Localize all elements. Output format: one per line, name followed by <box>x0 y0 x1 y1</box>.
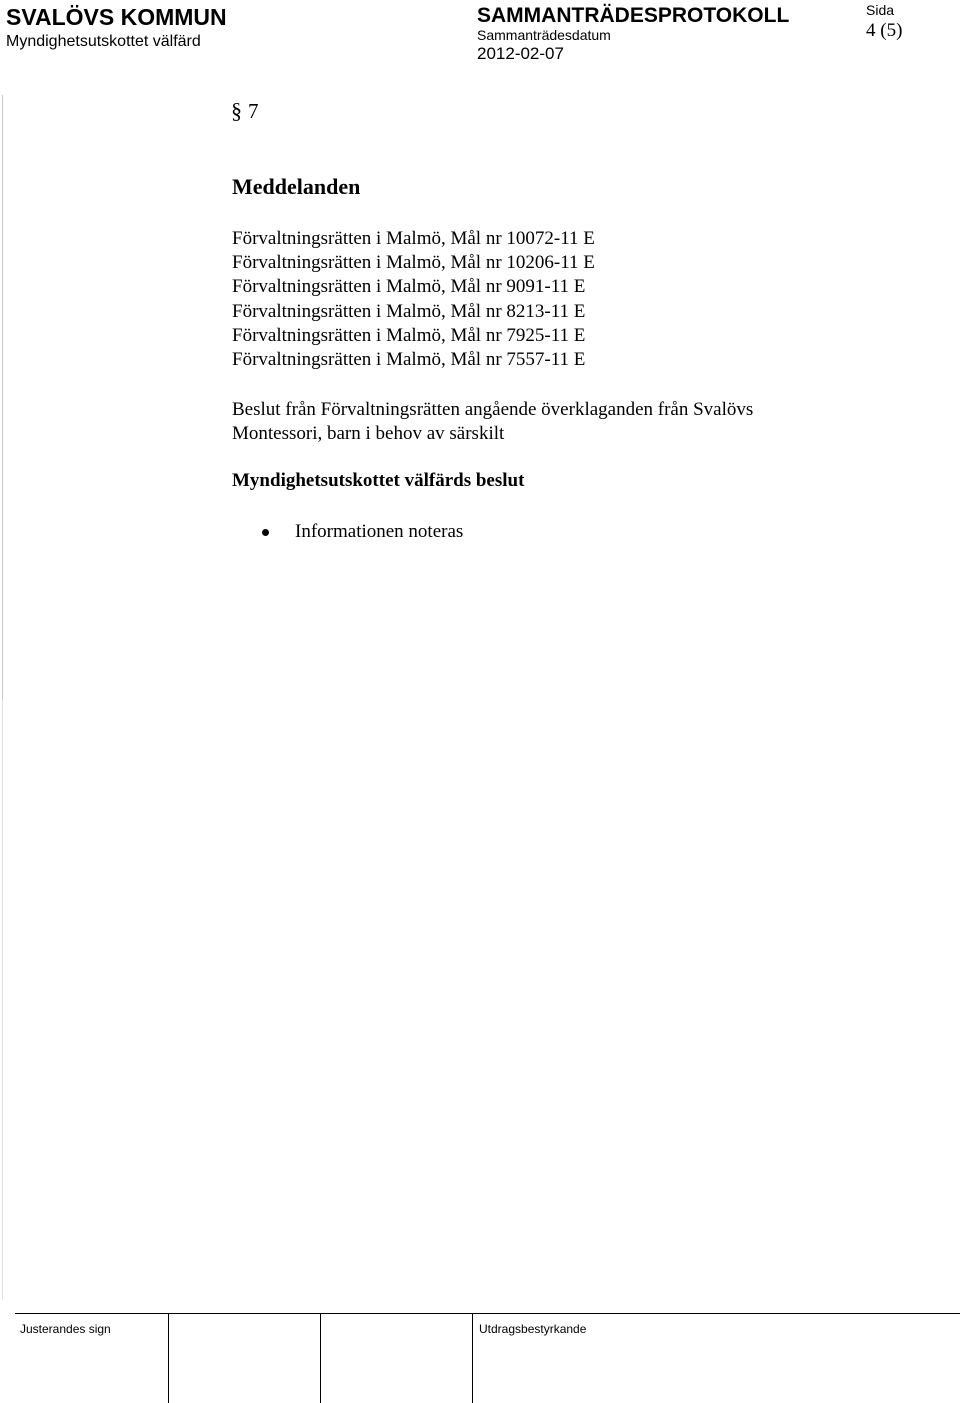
section-title: Meddelanden <box>232 174 361 199</box>
case-list <box>232 227 595 372</box>
signature-box <box>168 1314 169 1403</box>
decision-description <box>232 398 753 446</box>
decision-list <box>262 521 463 543</box>
list-item: Förvaltningsrätten i Malmö, Mål nr 9091-11 E <box>232 276 586 298</box>
document-type: SAMMANTRÄDESPROTOKOLL <box>477 4 790 27</box>
signature-box <box>472 1314 473 1403</box>
list-item <box>262 521 463 543</box>
list-item: Förvaltningsrätten i Malmö, Mål nr 7557-11 E <box>232 349 586 371</box>
paragraph-number <box>231 98 259 124</box>
page-number: 4 (5) <box>866 20 903 41</box>
list-item: Förvaltningsrätten i Malmö, Mål nr 8213-11 E <box>232 300 586 322</box>
text-line: Beslut från Förvaltningsrätten angående överklaganden från Svalövs <box>232 399 754 420</box>
list-item: Förvaltningsrätten i Malmö, Mål nr 10206-11 E <box>232 252 595 274</box>
signature-label: Justerandes sign <box>20 1322 111 1336</box>
bullet-icon <box>262 529 269 536</box>
margin-rule-lower <box>2 700 3 1300</box>
meeting-date: 2012-02-07 <box>477 44 564 63</box>
decision-item: Informationen noteras <box>295 521 464 542</box>
organization-name: SVALÖVS KOMMUN <box>6 4 227 30</box>
list-item: Förvaltningsrätten i Malmö, Mål nr 7925-11 E <box>232 324 586 346</box>
section-symbol: § <box>231 98 242 123</box>
text-line: Montessori, barn i behov av särskilt <box>232 423 505 444</box>
committee-name: Myndighetsutskottet välfärd <box>6 33 201 50</box>
page-label: Sida <box>866 2 895 18</box>
extract-label: Utdragsbestyrkande <box>479 1322 587 1336</box>
list-item: Förvaltningsrätten i Malmö, Mål nr 10072-11 E <box>232 228 595 249</box>
footer-rule <box>15 1313 960 1314</box>
margin-rule <box>2 95 3 700</box>
meeting-date-label: Sammanträdesdatum <box>477 27 611 43</box>
section-number: 7 <box>248 99 259 123</box>
signature-box <box>320 1314 321 1403</box>
decision-heading: Myndighetsutskottet välfärds beslut <box>232 470 525 491</box>
